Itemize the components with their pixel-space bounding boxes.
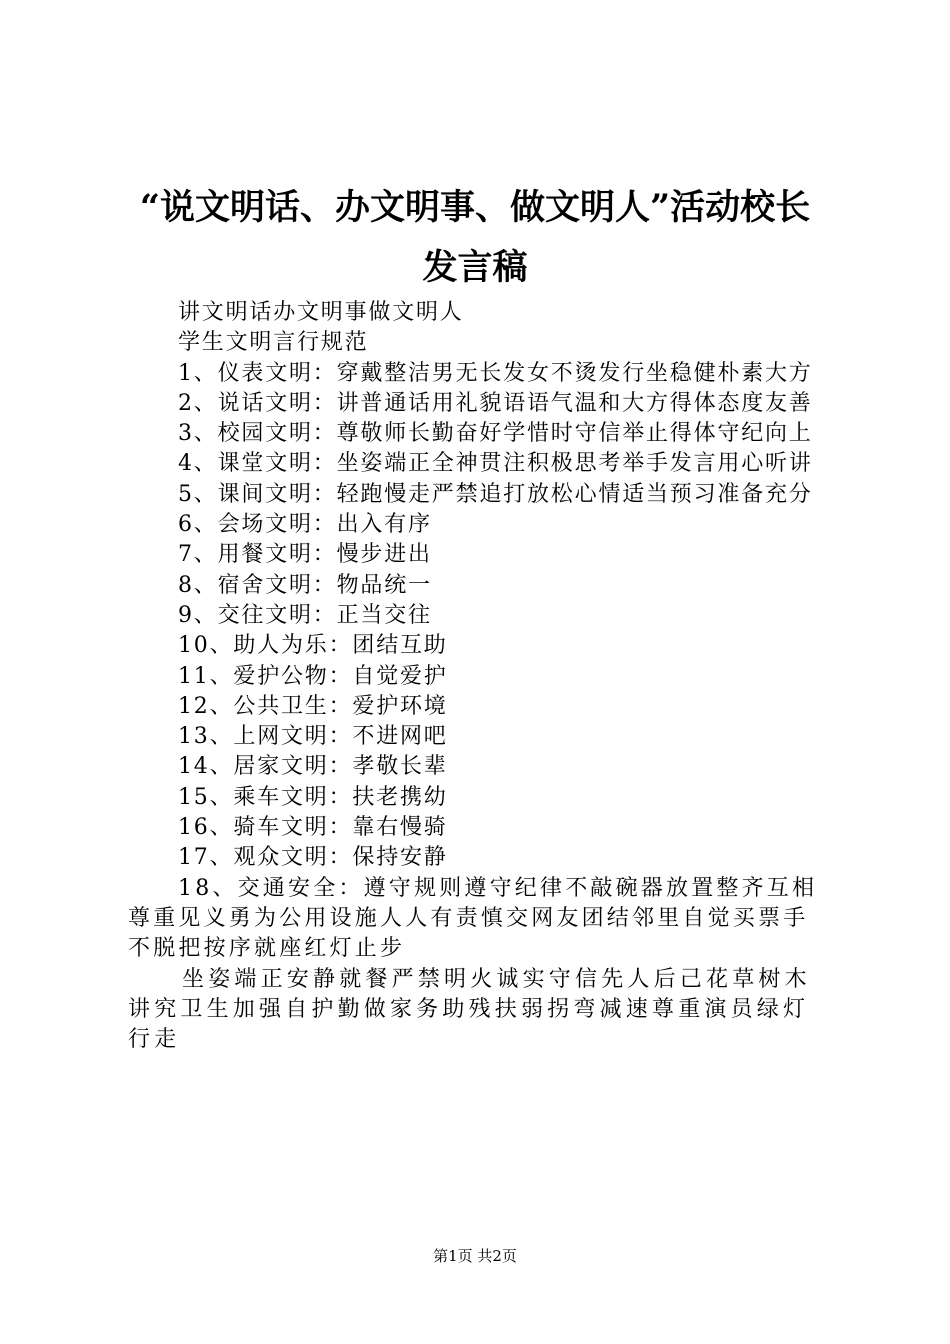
- paragraph-rule-13: 13、上网文明：不进网吧: [178, 724, 448, 750]
- paragraph-rule-16: 16、骑车文明：靠右慢骑: [178, 815, 448, 841]
- paragraph-rule-17: 17、观众文明：保持安静: [178, 845, 448, 871]
- paragraph-rule-5: 5、课间文明：轻跑慢走严禁追打放松心情适当预习准备充分: [178, 481, 813, 507]
- paragraph-rule-8: 8、宿舍文明：物品统一: [178, 572, 432, 598]
- document-title-line-2: 发言稿: [422, 247, 528, 288]
- paragraph-rule-4: 4、课堂文明：坐姿端正全神贯注积极思考举手发言用心听讲: [178, 451, 813, 477]
- paragraph-rule-18: 18、交通安全：遵守规则遵守纪律不敲碗器放置整齐互相尊重见义勇为公用设施人人有责慎交网友团结邻里自觉买票手不脱把按序就座红灯止步: [128, 875, 818, 962]
- paragraph-rule-6: 6、会场文明：出入有序: [178, 512, 432, 538]
- paragraph-rule-9: 9、交往文明：正当交往: [178, 602, 432, 628]
- paragraph-rule-10: 10、助人为乐：团结互助: [178, 633, 448, 659]
- document-title-line-1: “说文明话、办文明事、做文明人”活动校长: [139, 187, 811, 228]
- page-number-footer: 第1页 共2页: [433, 1247, 517, 1265]
- paragraph-rule-7: 7、用餐文明：慢步进出: [178, 542, 432, 568]
- paragraph-rule-15: 15、乘车文明：扶老携幼: [178, 784, 448, 810]
- paragraph-rule-12: 12、公共卫生：爱护环境: [178, 693, 448, 719]
- paragraph-rule-11: 11、爱护公物：自觉爱护: [178, 663, 448, 689]
- paragraph-rule-14: 14、居家文明：孝敬长辈: [178, 754, 448, 780]
- paragraph-summary: 坐姿端正安静就餐严禁明火诚实守信先人后己花草树木讲究卫生加强自护勤做家务助残扶弱拐弯减速尊重演员绿灯行走: [128, 966, 811, 1053]
- paragraph-subheading: 学生文明言行规范: [178, 330, 369, 356]
- paragraph-rule-3: 3、校园文明：尊敬师长勤奋好学惜时守信举止得体守纪向上: [178, 421, 813, 447]
- paragraph-heading: 讲文明话办文明事做文明人: [178, 300, 464, 325]
- paragraph-rule-2: 2、说话文明：讲普通话用礼貌语语气温和大方得体态度友善: [178, 390, 813, 416]
- document-body: [128, 298, 832, 1055]
- paragraph-rule-1: 1、仪表文明：穿戴整洁男无长发女不烫发行坐稳健朴素大方: [178, 360, 813, 386]
